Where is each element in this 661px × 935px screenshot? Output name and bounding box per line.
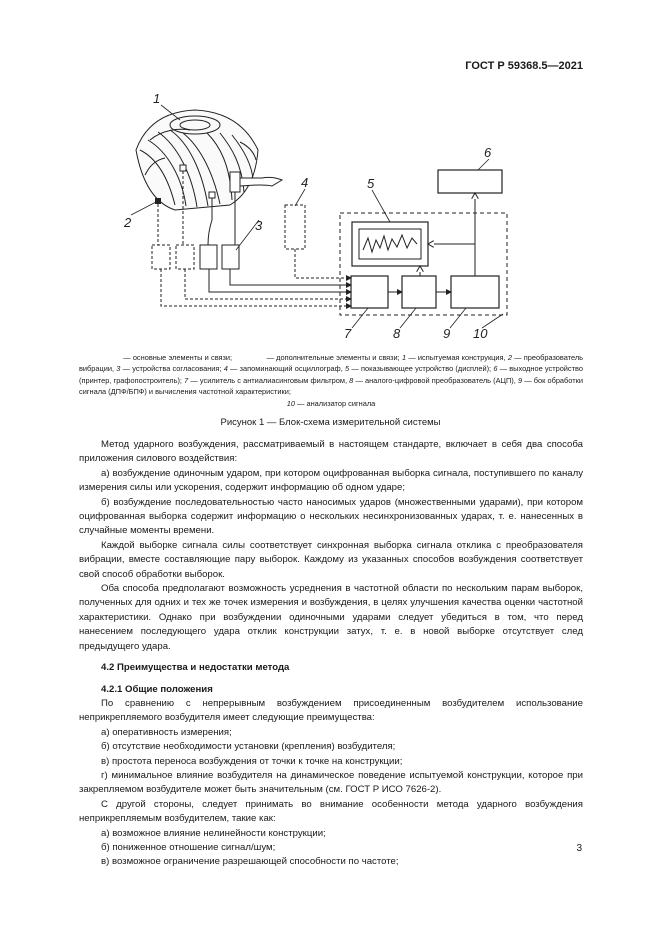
section-heading: 4.2 Преимущества и недостатки метода bbox=[101, 662, 290, 674]
label-3: 3 bbox=[255, 218, 263, 233]
list-item: в) простота переноса возбуждения от точки к точке на конструкции; bbox=[101, 755, 403, 767]
paragraph: Каждой выборке сигнала силы соответствует синхронная выборка сигнала отклика с преобразователя вибрации, вместе составляющие пару выборок. Каждому из указанных способов возбуждения соответствует свой способ обработки выборок. bbox=[79, 539, 583, 580]
label-7: 7 bbox=[344, 326, 352, 341]
list-item: в) возможное ограничение разрешающей способности по частоте; bbox=[101, 856, 399, 868]
list-item: а) возбуждение одиночным ударом, при котором оцифрованная выборка сигнала, поступившего по каналу измерения силы или ускорения, содержит информацию об одном ударе; bbox=[79, 467, 583, 494]
sensor-mark bbox=[180, 165, 186, 171]
oscilloscope bbox=[285, 205, 305, 249]
list-item: г) минимальное влияние возбудителя на динамическое поведение испытуемой конструкции, которое при закрепляемом возбудителе может быть значительным (см. ГОСТ Р ИСО 7626-2). bbox=[79, 769, 583, 796]
matching-device-dashed-2 bbox=[176, 245, 194, 269]
document-header: ГОСТ Р 59368.5—2021 bbox=[465, 60, 583, 72]
matching-device-1 bbox=[200, 245, 217, 269]
list-item: б) возбуждение последовательностью часто наносимых ударов (множественными ударами), при котором оцифрованная выборка содержит информацию о нескольких несинхронизованных ударах, т. е. нанесенных в случайные моменты времени. bbox=[79, 496, 583, 537]
label-6: 6 bbox=[484, 145, 492, 160]
output-device bbox=[438, 170, 502, 193]
list-item: а) возможное влияние нелинейности конструкции; bbox=[101, 827, 326, 839]
signal-analyzer bbox=[340, 213, 507, 315]
adc bbox=[402, 276, 436, 308]
test-structure bbox=[136, 110, 258, 210]
list-item: б) пониженное отношение сигнал/шум; bbox=[101, 841, 276, 853]
label-9: 9 bbox=[443, 326, 451, 341]
figure-legend: — основные элементы и связи; — дополнительные элементы и связи; 1 — испытуемая конструкция, 2 — преобразователь вибрации, 3 — устройства согласования; 4 — запоминающий осциллограф, 5 — показывающее устройство (дисплей); 6 — выходное устройство (принтер, графопостроитель); 7 — усилитель с антиалиасинговым фильтром, 8 — аналого-цифровой преобразователь (АЦП), 9 — бок обработки сигнала (ДПФ/БПФ) и вычисления частотной характеристики; 10 — анализатор сигнала bbox=[79, 353, 584, 408]
list-item: а) оперативность измерения; bbox=[101, 726, 232, 738]
paragraph: С другой стороны, следует принимать во внимание особенности метода ударного возбуждения неприкрепляемым возбудителем, такие как: bbox=[79, 798, 583, 825]
block-diagram bbox=[0, 0, 661, 350]
vibration-sensor bbox=[155, 198, 161, 204]
label-1: 1 bbox=[153, 91, 161, 106]
paragraph: Метод ударного возбуждения, рассматриваемый в настоящем стандарте, включает в себя два способа приложения силового воздействия: bbox=[79, 439, 583, 465]
label-8: 8 bbox=[393, 326, 401, 341]
subsection-heading: 4.2.1 Общие положения bbox=[101, 683, 213, 695]
label-2: 2 bbox=[124, 215, 132, 230]
paragraph: По сравнению с непрерывным возбуждением присоединенным возбудителем использование неприкрепляемого возбудителя имеет следующие преимущества: bbox=[79, 697, 583, 724]
page-number: 3 bbox=[576, 843, 582, 854]
amplifier bbox=[351, 276, 388, 308]
matching-device-dashed-1 bbox=[152, 245, 170, 269]
list-item: б) отсутствие необходимости установки (крепления) возбудителя; bbox=[101, 741, 396, 753]
matching-device-2 bbox=[222, 245, 239, 269]
impact-hammer bbox=[230, 172, 282, 192]
sensor-mark-2 bbox=[209, 192, 215, 198]
figure-caption: Рисунок 1 — Блок-схема измерительной системы bbox=[220, 417, 441, 428]
paragraph: Оба способа предполагают возможность усреднения в частотной области по нескольким парам выборок, полученных для одних и тех же точек измерения и возбуждения, в целях улучшения качества оценки частотной характеристики. Однако при возбуждении одиночными ударами следует убедиться в том, что перед нанесением последующего удара отклик конструкции затух, т. е. в новой выборке отсутствует след предыдущего удара. bbox=[79, 583, 583, 652]
dsp-unit bbox=[451, 276, 499, 308]
label-5: 5 bbox=[367, 176, 375, 191]
label-10: 10 bbox=[473, 326, 488, 341]
label-4: 4 bbox=[301, 175, 309, 190]
document-body bbox=[79, 438, 583, 870]
